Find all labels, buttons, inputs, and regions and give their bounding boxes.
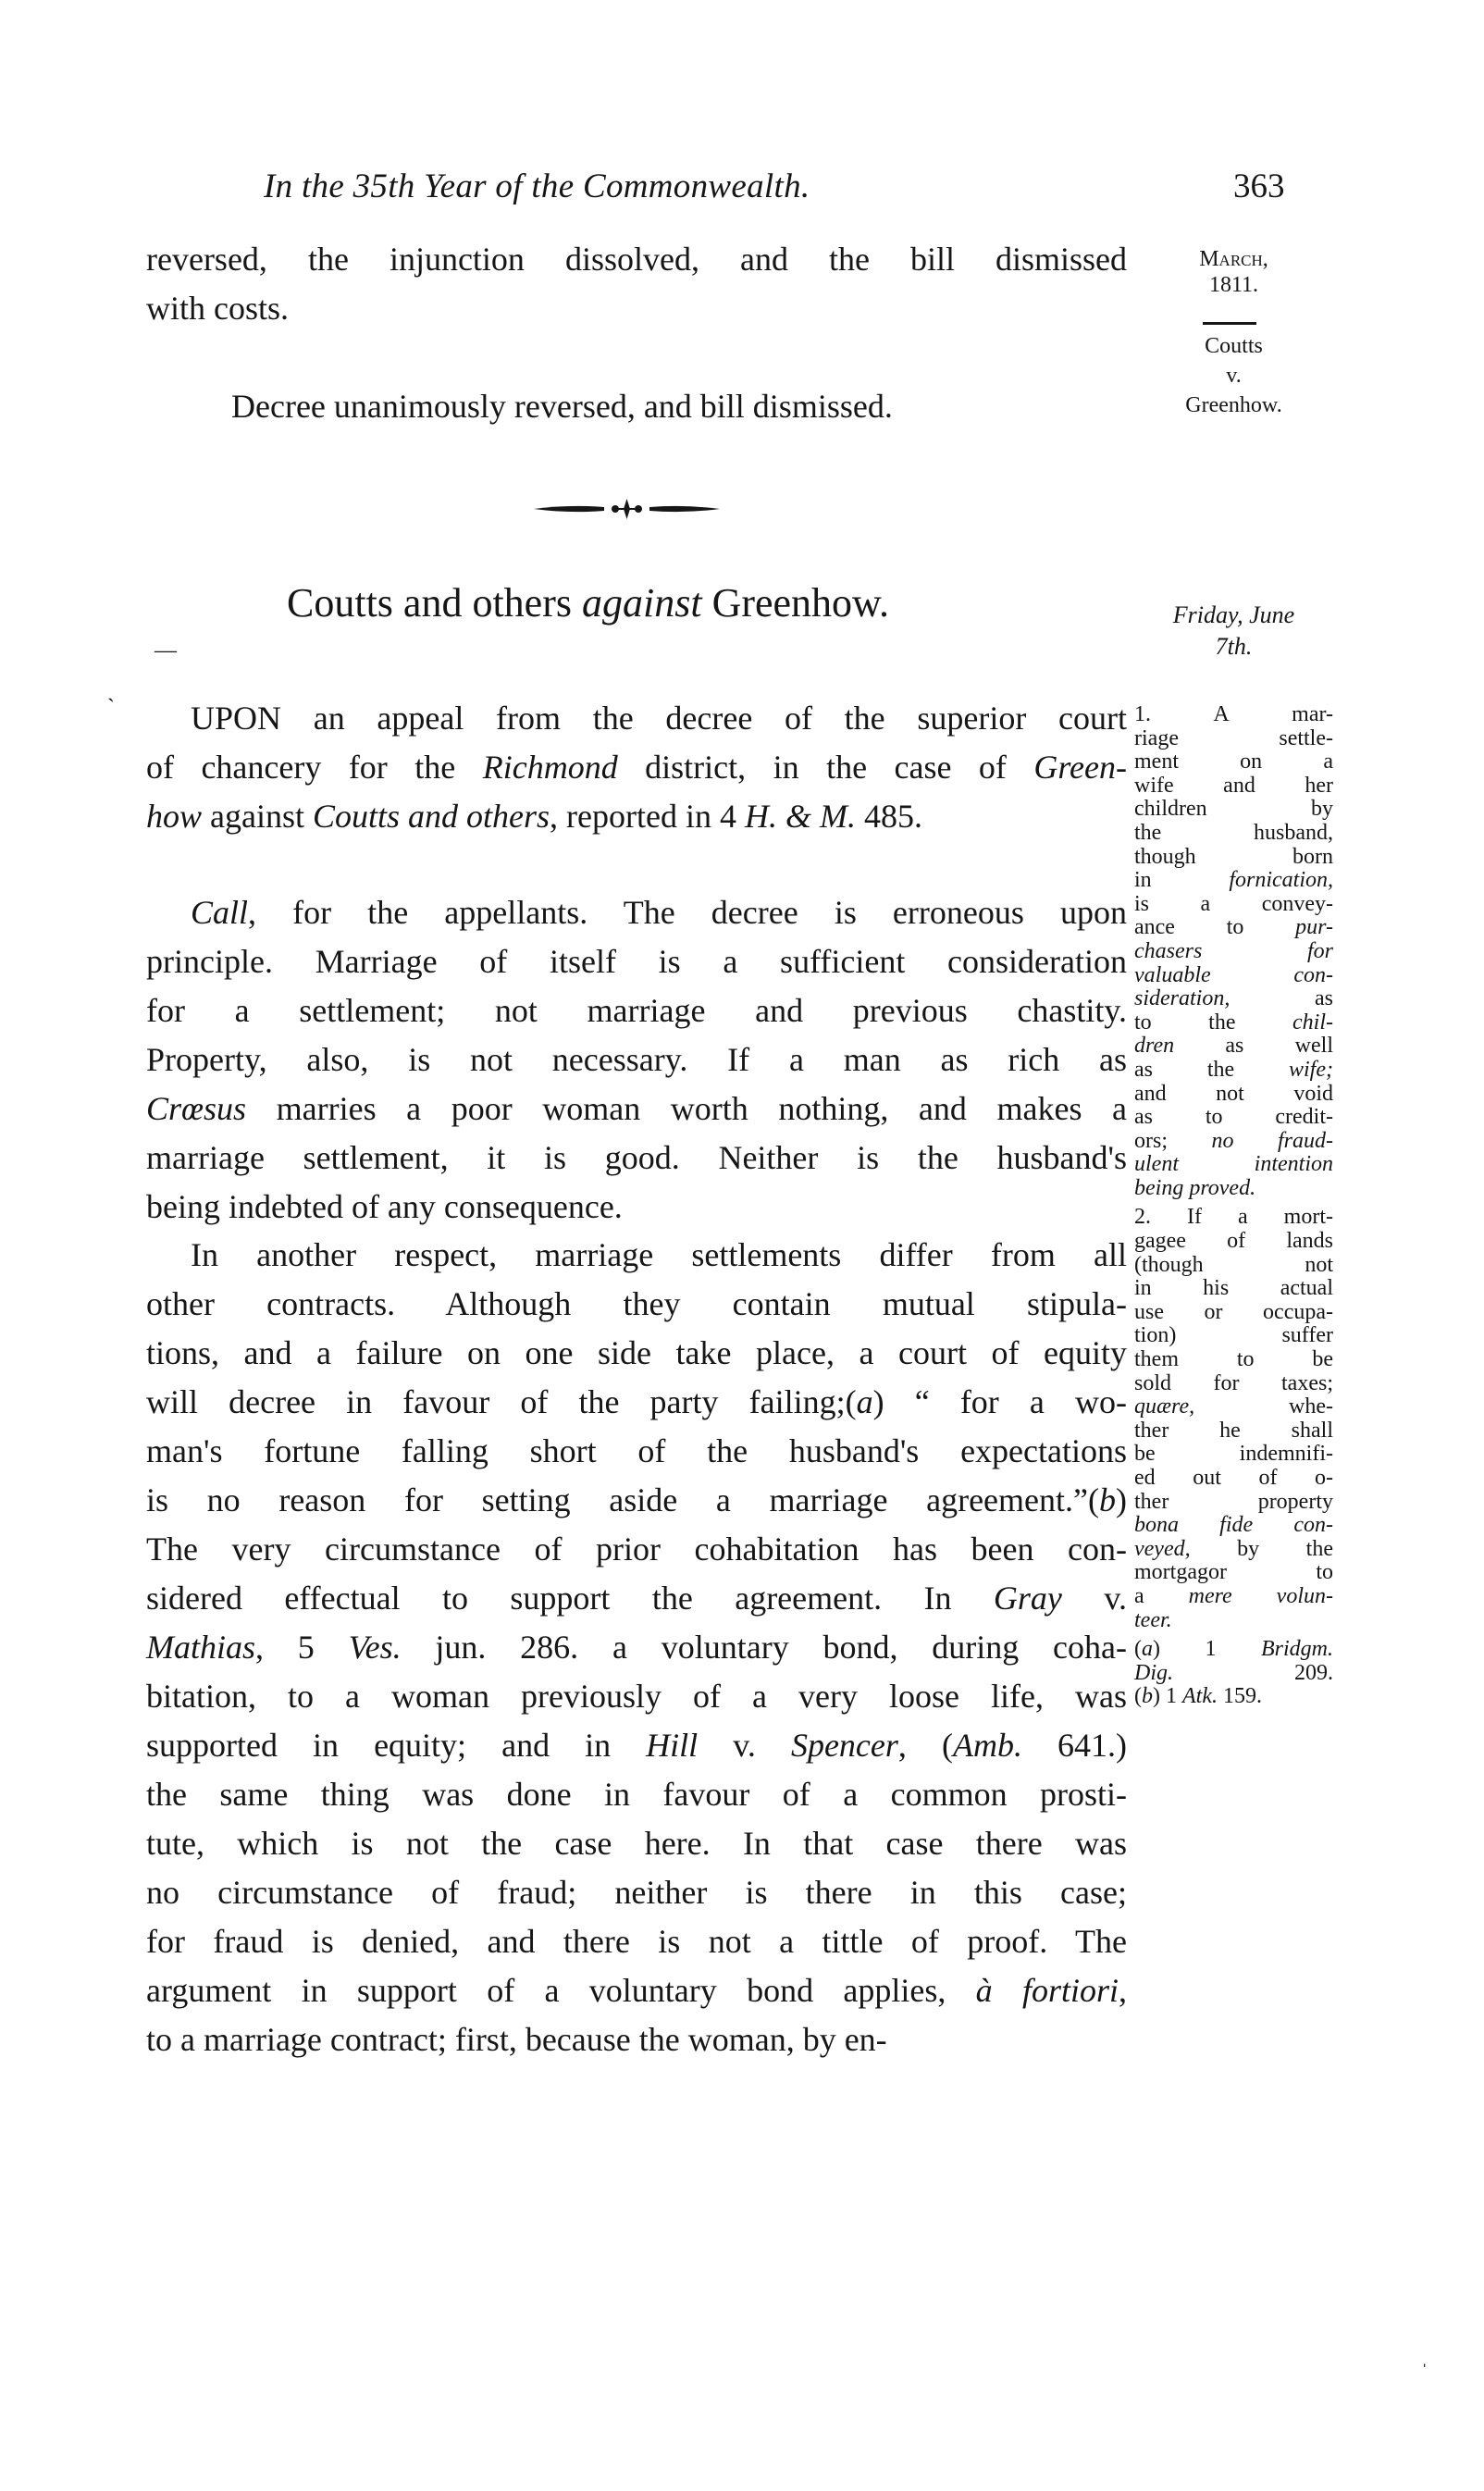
- text-run: 1. A mar-: [1134, 702, 1333, 726]
- text-run: for fraud is denied, and there is not a tittle of proof. The: [146, 1923, 1127, 1960]
- margin-rule: [1203, 322, 1256, 325]
- text-line: [146, 1819, 1127, 1868]
- paragraph-2: [146, 888, 1127, 1232]
- margin-note-line: [1134, 1685, 1333, 1709]
- italic-text: teer.: [1134, 1607, 1172, 1632]
- italic-text: Gray: [993, 1580, 1062, 1617]
- decree-line: Decree unanimously reversed, and bill dismissed.: [231, 388, 893, 425]
- text-run: as to credit-: [1134, 1105, 1333, 1130]
- text-line: [146, 1574, 1127, 1623]
- text-run: against: [202, 798, 313, 835]
- margin-day-line: Friday, June: [1172, 601, 1295, 628]
- italic-text: valuable con-: [1134, 962, 1333, 987]
- margin-note-line: [1134, 750, 1333, 775]
- text-line: [146, 1721, 1127, 1770]
- text-line: [146, 743, 1127, 792]
- text-run: ) 1: [1153, 1684, 1182, 1709]
- margin-note-line: [1134, 1059, 1333, 1083]
- margin-note-line: [1134, 1585, 1333, 1609]
- text-run: tion) suffer: [1134, 1323, 1333, 1348]
- text-run: The very circumstance of prior cohabitation has been con-: [146, 1531, 1127, 1568]
- text-run: ther property: [1134, 1489, 1333, 1514]
- text-run: , (: [897, 1727, 953, 1764]
- margin-note-line: [1134, 1372, 1333, 1396]
- margin-note-line: [1134, 893, 1333, 917]
- text-line: [146, 1035, 1127, 1084]
- margin-note-line: [1134, 1609, 1333, 1633]
- text-run: ed out of o-: [1134, 1466, 1333, 1490]
- margin-note-line: [1134, 1011, 1333, 1035]
- text-run: the husband,: [1134, 820, 1333, 845]
- margin-references: [1134, 1638, 1333, 1709]
- text-run: jun. 286. a voluntary bond, during coha-: [401, 1629, 1127, 1666]
- text-line: [146, 792, 1127, 841]
- ornament-divider: [532, 495, 722, 523]
- margin-note-line: [1134, 1419, 1333, 1444]
- text-run: , 5: [255, 1629, 349, 1666]
- margin-case-name: [1134, 331, 1333, 420]
- margin-note-line: [1134, 846, 1333, 870]
- margin-note-line: [1134, 1035, 1333, 1059]
- text-line: [146, 1476, 1127, 1525]
- text-line: [146, 1623, 1127, 1672]
- text-run: no circumstance of fraud; neither is there in this case;: [146, 1874, 1127, 1911]
- margin-note-line: [1134, 798, 1333, 822]
- margin-case-line: v.: [1226, 364, 1242, 388]
- text-run: ): [1116, 1481, 1127, 1518]
- text-line: [146, 1868, 1127, 1917]
- text-run: other contracts. Although they contain mutual stipula-: [146, 1285, 1127, 1322]
- italic-text: chasers for: [1134, 938, 1333, 963]
- case-title-part: Coutts and others: [287, 580, 582, 626]
- text-line: [146, 986, 1127, 1035]
- margin-note-line: [1134, 1106, 1333, 1130]
- text-run: 2. If a mort-: [1134, 1205, 1333, 1230]
- text-run: as well: [1174, 1034, 1333, 1059]
- paragraph-3: [146, 1231, 1127, 2064]
- text-run: of chancery for the: [146, 749, 483, 786]
- margin-case-line: Coutts: [1205, 334, 1263, 358]
- italic-text: sideration,: [1134, 986, 1230, 1011]
- margin-note-line: [1134, 1561, 1333, 1585]
- italic-text: a: [1142, 1637, 1153, 1662]
- margin-note-line: [1134, 1395, 1333, 1419]
- italic-text: no fraud-: [1211, 1128, 1333, 1153]
- text-run: gagee of lands: [1134, 1229, 1333, 1254]
- margin-note-line: [1134, 1638, 1333, 1662]
- italic-text: H. & M.: [744, 798, 856, 835]
- text-run: to a marriage contract; first, because the woman, by en-: [146, 2021, 887, 2058]
- text-run: (though not: [1134, 1252, 1333, 1277]
- text-run: though born: [1134, 844, 1333, 869]
- case-title: [287, 579, 889, 626]
- italic-text: chil-: [1292, 1010, 1333, 1035]
- text-line: [146, 1329, 1127, 1378]
- text-run: to the: [1134, 1010, 1293, 1035]
- italic-text: b: [1142, 1684, 1153, 1709]
- text-run: ) 1: [1153, 1637, 1261, 1662]
- margin-note-line: [1134, 1130, 1333, 1154]
- margin-note-line: [1134, 1206, 1333, 1230]
- italic-text: Hill: [646, 1727, 699, 1764]
- text-run: a: [1134, 1583, 1189, 1608]
- italic-text: ulent intention: [1134, 1152, 1333, 1177]
- page-number: 363: [1233, 167, 1285, 205]
- italic-text: Spencer: [790, 1727, 898, 1764]
- margin-note-line: [1134, 1177, 1333, 1201]
- margin-note-line: [1134, 1467, 1333, 1491]
- italic-text: wife;: [1289, 1057, 1333, 1082]
- margin-note-line: [1134, 703, 1333, 727]
- italic-text: Richmond: [482, 749, 618, 786]
- text-run: as: [1230, 986, 1333, 1011]
- stray-mark: ˋ: [107, 696, 115, 720]
- margin-note-line: [1134, 1324, 1333, 1348]
- italic-text: how: [146, 798, 203, 835]
- margin-day: [1134, 600, 1333, 663]
- text-run: being indebted of any consequence.: [146, 1188, 623, 1225]
- text-line: [146, 937, 1127, 986]
- stray-mark: ˈ: [1421, 2360, 1428, 2383]
- text-run: v.: [1061, 1580, 1127, 1617]
- italic-text: Atk.: [1182, 1684, 1218, 1709]
- text-run: district, in the case of: [617, 749, 1034, 786]
- text-line: [146, 1917, 1127, 1966]
- margin-note-line: [1134, 987, 1333, 1011]
- text-run: ance to: [1134, 915, 1296, 940]
- margin-note-line: [1134, 1083, 1333, 1107]
- italic-text: veyed,: [1134, 1536, 1191, 1561]
- text-line: [146, 1134, 1127, 1183]
- text-run: use or occupa-: [1134, 1299, 1333, 1324]
- italic-text: Green-: [1033, 749, 1127, 786]
- margin-note-line: [1134, 869, 1333, 893]
- margin-note-line: [1134, 1514, 1333, 1538]
- text-run: them to be: [1134, 1347, 1333, 1372]
- italic-text: Mathias: [146, 1629, 256, 1666]
- text-run: 209.: [1173, 1660, 1333, 1685]
- margin-note-line: [1134, 727, 1333, 751]
- text-run: tute, which is not the case here. In that case there was: [146, 1825, 1127, 1862]
- text-run: marries a poor woman worth nothing, and makes a: [246, 1090, 1127, 1127]
- text-run: by the: [1190, 1536, 1333, 1561]
- text-run: for a settlement; not marriage and previous chastity.: [146, 992, 1127, 1029]
- margin-note-2: [1134, 1206, 1333, 1632]
- text-run: be indemnifi-: [1134, 1442, 1333, 1467]
- text-run: and not void: [1134, 1081, 1333, 1106]
- text-run: sold for taxes;: [1134, 1370, 1333, 1395]
- text-run: the same thing was done in favour of a common prosti-: [146, 1776, 1127, 1813]
- text-run: sidered effectual to support the agreement. In: [146, 1580, 994, 1617]
- text-run: , for the appellants. The decree is erroneous upon: [248, 894, 1127, 931]
- italic-text: b: [1099, 1481, 1116, 1518]
- text-run: principle. Marriage of itself is a sufficient consideration: [146, 943, 1127, 980]
- margin-note-line: [1134, 964, 1333, 988]
- italic-text: Amb.: [952, 1727, 1022, 1764]
- case-title-part: Greenhow.: [701, 580, 889, 626]
- text-line: [146, 1427, 1127, 1476]
- text-run: , reported in 4: [550, 798, 745, 835]
- text-run: v.: [698, 1727, 791, 1764]
- italic-text: Ves.: [348, 1629, 402, 1666]
- italic-text: à fortiori: [975, 1972, 1119, 2009]
- margin-note-line: [1134, 1230, 1333, 1254]
- text-run: (: [1134, 1637, 1142, 1662]
- stray-mark: —: [155, 638, 177, 663]
- text-run: mortgagor to: [1134, 1560, 1333, 1585]
- text-run: ,: [1119, 1972, 1127, 2009]
- margin-note-1: [1134, 703, 1333, 1200]
- text-line: with costs.: [146, 290, 290, 327]
- margin-note-line: [1134, 1538, 1333, 1562]
- margin-case-line: Greenhow.: [1185, 393, 1282, 417]
- margin-year: 1811.: [1208, 273, 1259, 297]
- text-run: ther he shall: [1134, 1418, 1333, 1443]
- italic-text: fornication,: [1229, 868, 1333, 893]
- text-line: [146, 1525, 1127, 1574]
- margin-notes: [1134, 703, 1333, 1709]
- margin-note-line: [1134, 1348, 1333, 1372]
- margin-note-line: [1134, 1254, 1333, 1278]
- text-line: [146, 1672, 1127, 1721]
- margin-note-line: [1134, 940, 1333, 964]
- margin-note-line: [1134, 1301, 1333, 1325]
- italic-text: quære,: [1134, 1394, 1195, 1419]
- margin-note-line: [1134, 1153, 1333, 1177]
- text-line: [146, 888, 1127, 937]
- text-line: [146, 1770, 1127, 1819]
- text-run: whe-: [1194, 1394, 1333, 1419]
- text-run: tions, and a failure on one side take place, a court of equity: [146, 1334, 1127, 1371]
- margin-date: [1134, 246, 1333, 298]
- text-run: Property, also, is not necessary. If a man as rich as: [146, 1041, 1127, 1078]
- margin-month: March,: [1199, 247, 1268, 271]
- text-run: (: [1134, 1684, 1142, 1709]
- text-run: man's fortune falling short of the husband's expectations: [146, 1432, 1127, 1469]
- text-run: in his actual: [1134, 1276, 1333, 1301]
- italic-text: being proved.: [1134, 1175, 1256, 1200]
- text-line: [146, 1084, 1127, 1134]
- text-run: ors;: [1134, 1128, 1212, 1153]
- text-run: marriage settlement, it is good. Neither is the husband's: [146, 1139, 1127, 1176]
- text-run: In another respect, marriage settlements differ from all: [191, 1236, 1127, 1273]
- text-line: [146, 694, 1127, 743]
- italic-text: bona fide con-: [1134, 1513, 1333, 1538]
- text-line: [146, 1378, 1127, 1427]
- margin-note-line: [1134, 916, 1333, 940]
- text-run: argument in support of a voluntary bond applies,: [146, 1972, 976, 2009]
- margin-note-line: [1134, 775, 1333, 799]
- italic-text: Crœsus: [146, 1090, 247, 1127]
- text-run: 641.): [1021, 1727, 1127, 1764]
- italic-text: Dig.: [1134, 1660, 1173, 1685]
- italic-text: a: [856, 1383, 873, 1420]
- text-run: riage settle-: [1134, 725, 1333, 750]
- margin-day-line: 7th.: [1215, 633, 1253, 660]
- italic-text: dren: [1134, 1034, 1175, 1059]
- margin-note-line: [1134, 822, 1333, 846]
- margin-note-line: [1134, 1662, 1333, 1686]
- paragraph-1: [146, 694, 1127, 841]
- italic-text: Bridgm.: [1261, 1637, 1333, 1662]
- text-run: is a convey-: [1134, 891, 1333, 916]
- italic-text: Coutts and others: [313, 798, 550, 835]
- text-run: is no reason for setting aside a marriage agreement.”(: [146, 1481, 1099, 1518]
- text-run: wife and her: [1134, 773, 1333, 798]
- text-run: ) “ for a wo-: [872, 1383, 1127, 1420]
- text-run: as the: [1134, 1057, 1289, 1082]
- italic-text: mere volun-: [1188, 1583, 1333, 1608]
- text-run: UPON an appeal from the decree of the superior court: [191, 700, 1127, 737]
- margin-note-line: [1134, 1443, 1333, 1467]
- margin-note-line: [1134, 1491, 1333, 1515]
- text-line: [146, 1280, 1127, 1329]
- case-title-part: against: [581, 580, 702, 626]
- text-line: reversed, the injunction dissolved, and the bill dismissed: [146, 241, 1127, 278]
- text-line: [146, 1183, 1127, 1232]
- opening-paragraph: [146, 235, 1127, 333]
- text-run: children by: [1134, 797, 1333, 822]
- text-line: [146, 1231, 1127, 1280]
- text-run: will decree in favour of the party failing;(: [146, 1383, 857, 1420]
- italic-text: pur-: [1295, 915, 1333, 940]
- text-run: in: [1134, 868, 1230, 893]
- text-line: [146, 2015, 1127, 2064]
- text-run: 159.: [1217, 1684, 1262, 1709]
- text-run: supported in equity; and in: [146, 1727, 647, 1764]
- text-run: 485.: [855, 798, 922, 835]
- running-head: In the 35th Year of the Commonwealth.: [264, 167, 810, 205]
- italic-text: Call: [191, 894, 249, 931]
- margin-note-line: [1134, 1277, 1333, 1301]
- text-run: ment on a: [1134, 750, 1333, 775]
- text-run: bitation, to a woman previously of a very loose life, was: [146, 1678, 1127, 1715]
- text-line: [146, 1966, 1127, 2015]
